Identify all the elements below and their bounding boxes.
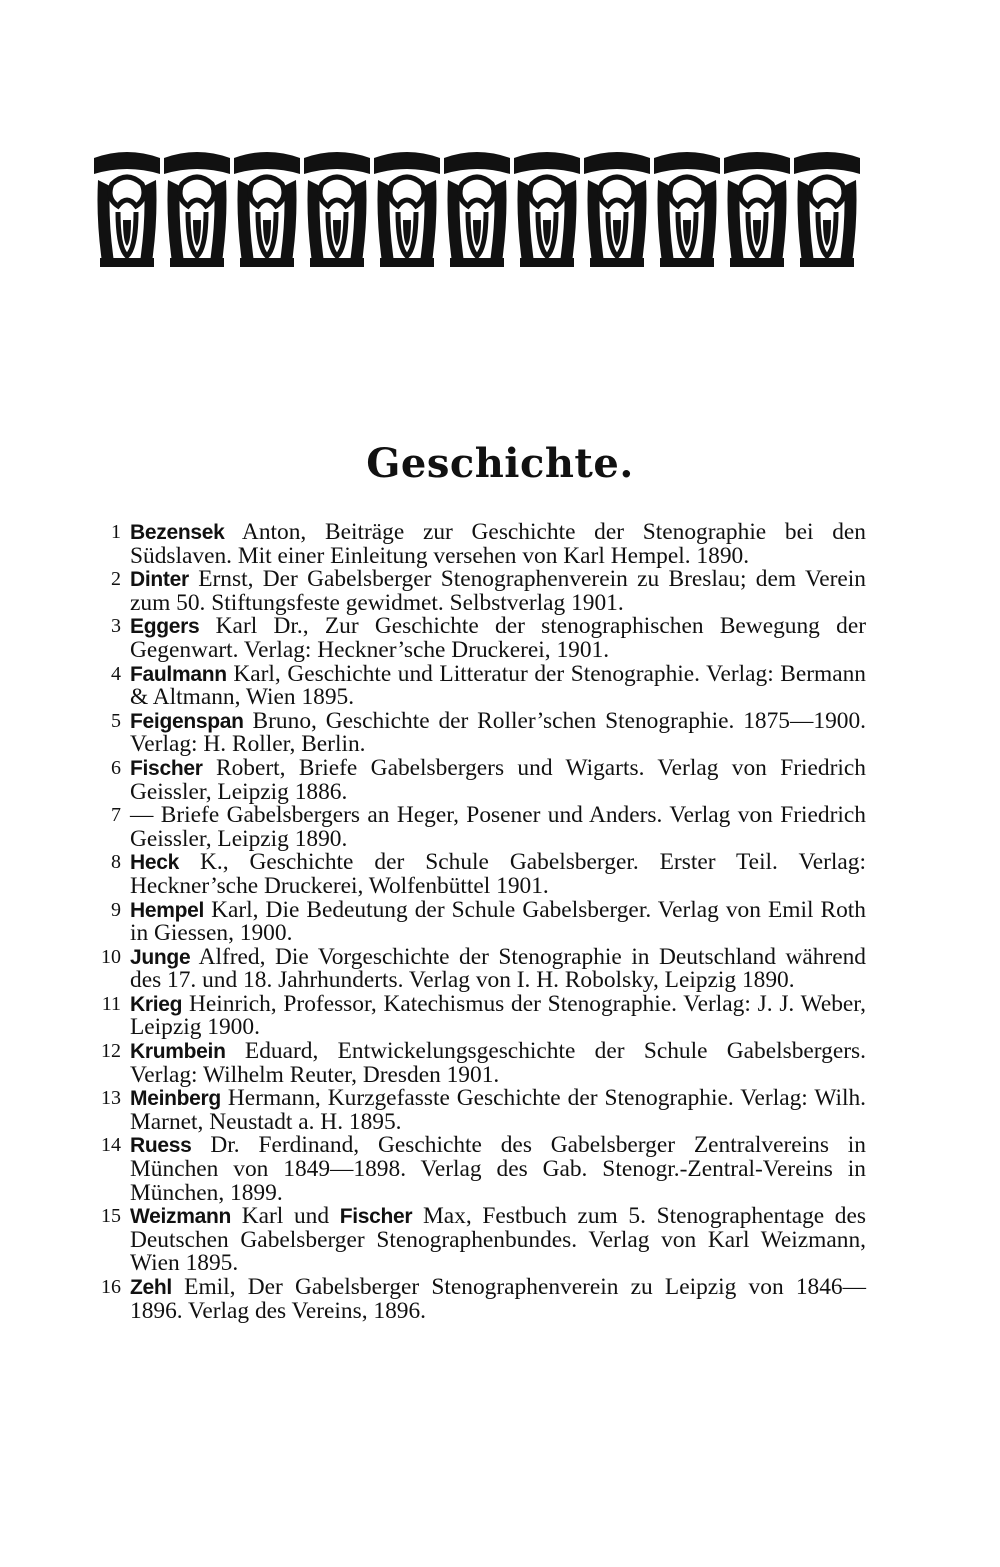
entry-author: Krumbein xyxy=(130,1040,226,1064)
bibliography-list xyxy=(86,521,866,1323)
entry-body xyxy=(130,707,866,758)
entry-number: 8 xyxy=(111,851,121,874)
entry-author: Heck xyxy=(130,851,180,875)
entry-body xyxy=(130,568,866,615)
entry-text: Heinrich, Professor, Katechismus der Stenographie. Verlag: J. J. Weber, Leipzig 1900. xyxy=(130,990,866,1041)
entry-text: K., Geschichte der Schule Gabelsberger. Erster Teil. Verlag: Heckner’sche Druckerei, Wolfenbüttel 1901. xyxy=(130,849,866,899)
bibliography-entry xyxy=(86,707,866,758)
entry-text: Alfred, Die Vorgeschichte der Stenographie in Deutschland während des 17. und 18. Jahrhunderts. Verlag von I. H. Robolsky, Leipzig 1890. xyxy=(130,943,866,994)
entry-body xyxy=(130,943,866,994)
entry-author: Weizmann xyxy=(130,1205,232,1229)
entry-body xyxy=(130,1205,866,1276)
ornament-motif xyxy=(304,152,370,267)
bibliography-entry xyxy=(86,804,866,851)
entry-author: Dinter xyxy=(130,568,189,592)
entry-text: Karl, Geschichte und Litteratur der Stenographie. Verlag: Bermann & Altmann, Wien 1895. xyxy=(130,660,866,711)
ornament-motif xyxy=(724,152,790,267)
bibliography-entry xyxy=(86,1040,866,1087)
bibliography-entry xyxy=(86,1276,866,1323)
entry-body xyxy=(130,1087,866,1134)
entry-body xyxy=(130,1040,866,1087)
ornament-motif xyxy=(654,152,720,267)
ornament-motif xyxy=(444,152,510,267)
entry-author: Faulmann xyxy=(130,662,227,686)
ornamental-border xyxy=(92,150,862,268)
entry-text: Eduard, Entwickelungsgeschichte der Schule Gabelsbergers. Verlag: Wilhelm Reuter, Dresden 1901. xyxy=(130,1038,866,1088)
entry-body xyxy=(130,1276,866,1323)
bibliography-entry xyxy=(86,521,866,568)
entry-number: 7 xyxy=(111,804,121,827)
entry-number: 5 xyxy=(111,709,121,732)
bibliography-entry xyxy=(86,754,866,805)
entry-author: Hempel xyxy=(130,898,205,922)
entry-text: — Briefe Gabelsbergers an Heger, Posener und Anders. Verlag von Friedrich Geissler, Leipzig 1890. xyxy=(130,802,866,852)
bibliography-entry xyxy=(86,568,866,615)
entry-body xyxy=(130,804,866,851)
entry-author: Meinberg xyxy=(130,1087,221,1111)
entry-text: Hermann, Kurzgefasste Geschichte der Stenographie. Verlag: Wilh. Marnet, Neustadt a. H. 1895. xyxy=(130,1085,866,1135)
entry-body xyxy=(130,851,866,898)
ornament-motif xyxy=(514,152,580,267)
entry-number: 11 xyxy=(101,992,121,1015)
ornament-motif xyxy=(794,152,860,267)
entry-number: 12 xyxy=(101,1040,121,1063)
bibliography-entry xyxy=(86,1087,866,1134)
ornament-motif xyxy=(164,152,230,267)
bibliography-entry xyxy=(86,615,866,662)
bibliography-entry xyxy=(86,943,866,994)
entry-text: Dr. Ferdinand, Geschichte des Gabelsberger Zentralvereins in München von 1849—1898. Verlag des Gab. Stenogr.-Zentral-Vereins in München, 1899. xyxy=(130,1132,866,1206)
entry-text-continued: Max, Festbuch zum 5. Stenographentage des Deutschen Gabelsberger Stenographenbundes. Verlag von Karl Weizmann, Wien 1895. xyxy=(130,1203,866,1277)
entry-number: 3 xyxy=(111,615,121,638)
bibliography-entry xyxy=(86,660,866,711)
entry-number: 15 xyxy=(101,1205,121,1228)
entry-number: 13 xyxy=(101,1087,121,1110)
entry-number: 16 xyxy=(101,1276,121,1298)
entry-number: 9 xyxy=(111,898,121,921)
bibliography-entry xyxy=(86,990,866,1041)
entry-author: Fischer xyxy=(130,756,203,780)
entry-number: 14 xyxy=(101,1134,121,1157)
entry-second-author: Fischer xyxy=(339,1205,413,1229)
entry-author: Ruess xyxy=(130,1134,192,1158)
entry-text: Karl, Die Bedeutung der Schule Gabelsberger. Verlag von Emil Roth in Giessen, 1900. xyxy=(130,896,866,947)
entry-text: Ernst, Der Gabelsberger Stenographenverein zu Breslau; dem Verein zum 50. Stiftungsfeste gewidmet. Selbstverlag 1901. xyxy=(130,566,866,616)
entry-number: 10 xyxy=(101,945,121,968)
entry-number: 1 xyxy=(111,521,121,543)
entry-body xyxy=(130,990,866,1041)
entry-body xyxy=(130,660,866,711)
bibliography-entry xyxy=(86,1205,866,1276)
entry-body xyxy=(130,754,866,805)
page-title: Geschichte. xyxy=(366,440,634,487)
entry-text: Robert, Briefe Gabelsbergers und Wigarts. Verlag von Friedrich Geissler, Leipzig 1886. xyxy=(130,754,866,805)
entry-body xyxy=(130,1134,866,1205)
entry-author: Bezensek xyxy=(130,521,225,544)
entry-text: Karl Dr., Zur Geschichte der stenographischen Bewegung der Gegenwart. Verlag: Heckner’sche Druckerei, 1901. xyxy=(130,613,866,663)
entry-author: Feigenspan xyxy=(130,709,244,733)
bibliography-entry xyxy=(86,851,866,898)
entry-author: Junge xyxy=(130,945,191,969)
entry-text: Bruno, Geschichte der Roller’schen Stenographie. 1875—1900. Verlag: H. Roller, Berlin. xyxy=(130,707,866,758)
entry-text: Anton, Beiträge zur Geschichte der Stenographie bei den Südslaven. Mit einer Einleitung versehen von Karl Hempel. 1890. xyxy=(130,519,866,569)
ornament-motif xyxy=(234,152,300,267)
entry-number: 2 xyxy=(111,568,121,591)
entry-body xyxy=(130,615,866,662)
entry-number: 6 xyxy=(111,756,121,779)
entry-text: Karl und xyxy=(231,1203,340,1230)
entry-body xyxy=(130,521,866,568)
bibliography-entry xyxy=(86,896,866,947)
entry-body xyxy=(130,896,866,947)
entry-text: Emil, Der Gabelsberger Stenographenverein zu Leipzig von 1846—1896. Verlag des Vereins, 1896. xyxy=(130,1274,866,1324)
entry-author: Krieg xyxy=(130,992,183,1016)
ornament-motif xyxy=(584,152,650,267)
bibliography-entry xyxy=(86,1134,866,1205)
ornament-motif xyxy=(94,152,160,267)
entry-author: Zehl xyxy=(130,1276,172,1299)
entry-number: 4 xyxy=(111,662,121,685)
ornament-motif xyxy=(374,152,440,267)
entry-author: Eggers xyxy=(130,615,200,639)
